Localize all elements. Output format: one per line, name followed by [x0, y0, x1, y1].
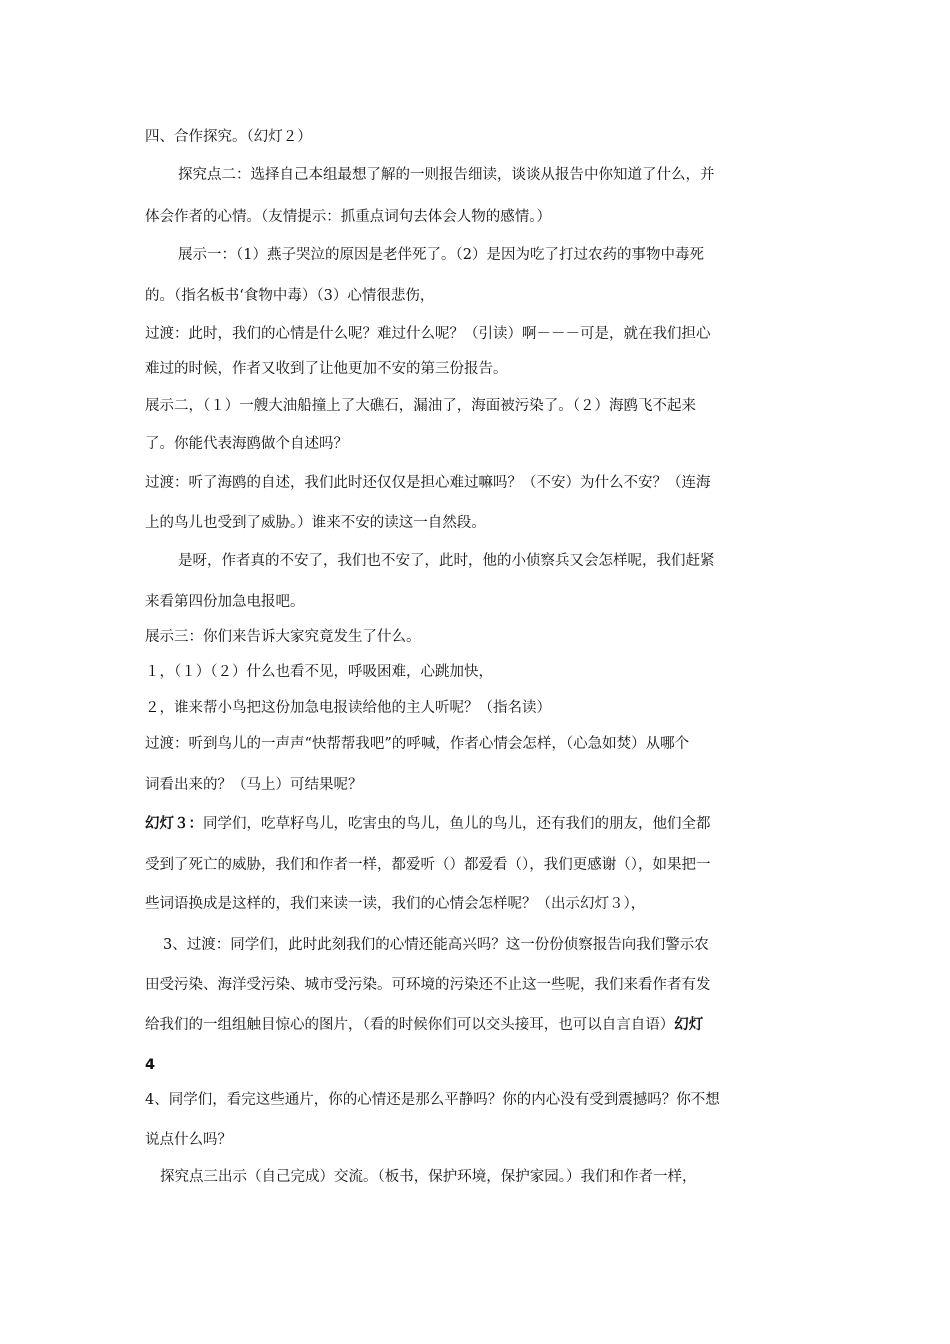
paragraph-line	[145, 1015, 703, 1035]
paragraph-line: 上的鸟儿也受到了威胁。）谁来不安的读这一自然段。	[145, 515, 486, 531]
paragraph-text: 给我们的一组组触目惊心的图片，（看的时候你们可以交头接耳，也可以自言自语）	[145, 1017, 675, 1033]
paragraph-line: 探究点三出示（自己完成）交流。（板书，保护环境，保护家园。）我们和作者一样，	[160, 1169, 697, 1185]
paragraph-line: 来看第四份加急电报吧。	[145, 594, 305, 610]
slide-label: 幻灯３：	[145, 816, 203, 832]
paragraph-text: 同学们，吃草籽鸟儿，吃害虫的鸟儿，鱼儿的鸟儿，还有我们的朋友，他们全都	[203, 816, 711, 832]
paragraph-line: 词看出来的？（马上）可结果呢？	[145, 777, 363, 793]
paragraph-line: 展示二，（１）一艘大油船撞上了大礁石，漏油了，海面被污染了。（２）海鸥飞不起来	[145, 398, 696, 414]
paragraph-line: 过渡：听到鸟儿的一声声“快帮帮我吧”的呼喊，作者心情会怎样，（心急如焚）从哪个	[145, 736, 690, 752]
paragraph-line: 说点什么吗？	[145, 1132, 232, 1148]
paragraph-line: 难过的时候，作者又收到了让他更加不安的第三份报告。	[145, 361, 508, 377]
paragraph-line: 的。（指名板书‘食物中毒）（3）心情很悲伤，	[145, 288, 435, 304]
paragraph-line: 是呀，作者真的不安了，我们也不安了，此时，他的小侦察兵又会怎样呢，我们赶紧	[178, 553, 715, 569]
paragraph-line: 些词语换成是这样的，我们来读一读，我们的心情会怎样呢？（出示幻灯３），	[145, 896, 646, 912]
paragraph-line: １，（１）（２）什么也看不见，呼吸困难，心跳加快，	[145, 664, 493, 680]
section-heading: 四、合作探究。（幻灯２）	[145, 129, 312, 145]
paragraph-line: 展示三：你们来告诉大家究竟发生了什么。	[145, 629, 421, 645]
paragraph-line: 探究点二：选择自己本组最想了解的一则报告细读，谈谈从报告中你知道了什么，并	[178, 167, 715, 183]
paragraph-line: 过渡：此时，我们的心情是什么呢？难过什么呢？（引读）啊－－－可是，就在我们担心	[145, 326, 711, 342]
paragraph-line: 4、同学们，看完这些通片，你的心情还是那么平静吗？你的内心没有受到震撼吗？你不想	[145, 1092, 720, 1108]
paragraph-line	[145, 814, 711, 834]
paragraph-line: 受到了死亡的威胁，我们和作者一样，都爱听（）都爱看（），我们更感谢（），如果把一	[145, 857, 711, 873]
slide-label: 幻灯	[674, 1017, 704, 1033]
paragraph-line: ２，谁来帮小鸟把这份加急电报读给他的主人听呢？（指名读）	[145, 700, 551, 716]
paragraph-line: 体会作者的心情。（友情提示：抓重点词句去体会人物的感情。）	[145, 209, 551, 225]
paragraph-line: 展示一：（1）燕子哭泣的原因是老伴死了。（2）是因为吃了打过农药的事物中毒死	[178, 247, 704, 263]
paragraph-line: 田受污染、海洋受污染、城市受污染。可环境的污染还不止这一些呢，我们来看作者有发	[145, 977, 711, 993]
slide-number: 4	[145, 1057, 156, 1073]
paragraph-line: 3、过渡：同学们，此时此刻我们的心情还能高兴吗？这一份份侦察报告向我们警示农	[163, 937, 709, 953]
paragraph-line: 了。你能代表海鸥做个自述吗？	[145, 436, 348, 452]
paragraph-line: 过渡：听了海鸥的自述，我们此时还仅仅是担心难过嘛吗？（不安）为什么不安？（连海	[145, 475, 711, 491]
